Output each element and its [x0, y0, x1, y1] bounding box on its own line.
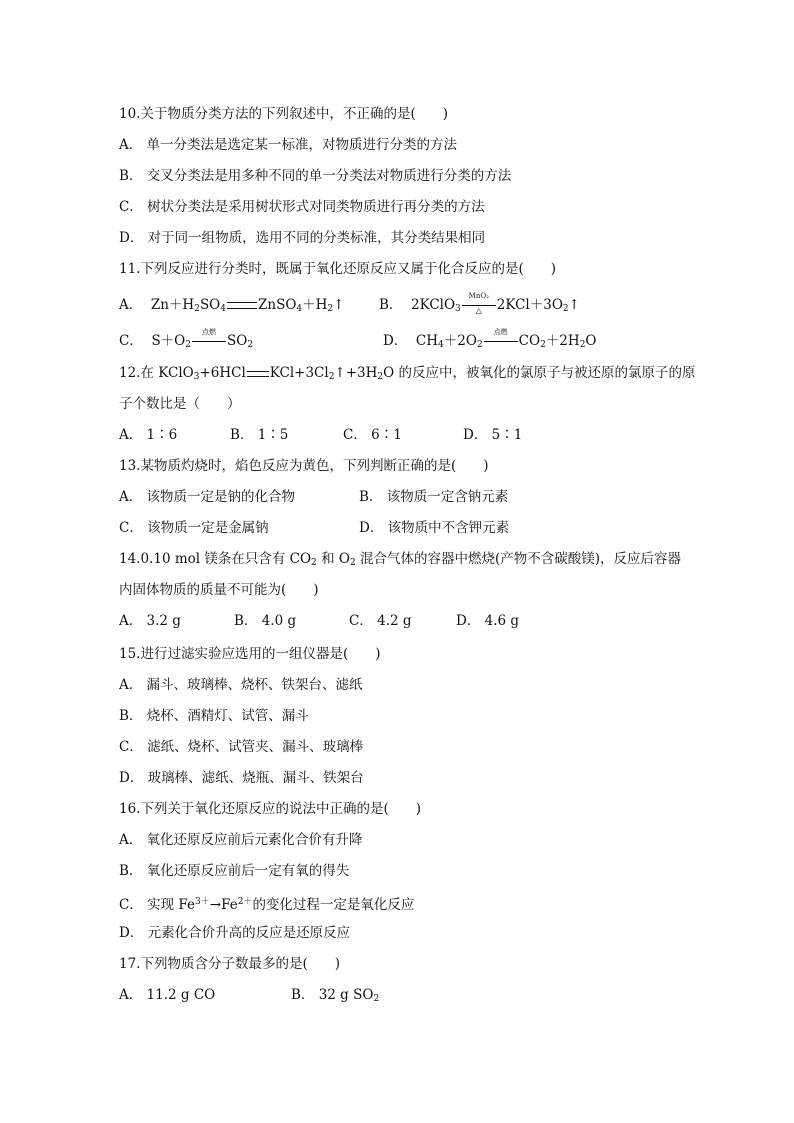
question-11-option-a: A． $Zn+H_2SO_4$ $ZnSO_4+H_2↑$: [119, 297, 345, 314]
question-10-stem: 10.关于物质分类方法的下列叙述中，不正确的是( ): [119, 106, 449, 122]
question-12-stem: 12.在 KClO$_3$+6HCl $KCl+3Cl_2↑+3H_2O$ 的反应中，被氧化的氯原子与被还原的氯原子的原: [119, 365, 696, 382]
question-10-option-d: D． 对于同一组物质，选用不同的分类标准，其分类结果相同: [119, 230, 486, 246]
question-11-stem: 11.下列反应进行分类时，既属于氧化还原反应又属于化合反应的是( ): [119, 261, 557, 277]
question-13-option-c: C． 该物质一定是金属钠: [119, 520, 269, 536]
question-11-option-d: D． $CH_4+2O_2$ 点燃 $CO_2+2H_2O$: [383, 327, 597, 350]
equals-sign: [227, 302, 257, 309]
question-17-stem: 17.下列物质含分子数最多的是( ): [119, 956, 341, 972]
question-13-option-d: D． 该物质中不含钾元素: [359, 520, 510, 536]
reaction-condition: 点燃: [484, 333, 518, 351]
question-16-option-a: A． 氧化还原反应前后元素化合价有升降: [119, 832, 363, 848]
question-15-option-c: C． 滤纸、烧杯、试管夹、漏斗、玻璃棒: [119, 739, 364, 755]
question-15-option-b: B． 烧杯、酒精灯、试管、漏斗: [119, 708, 309, 724]
question-14-option-c: C． 4.2 g: [349, 613, 412, 629]
question-12-stem-cont: 子个数比是（ ）: [119, 396, 241, 412]
question-14-option-b: B． 4.0 g: [234, 613, 297, 629]
question-16-option-c: C． 实现 $Fe^{3+}\to Fe^{2+}$的变化过程一定是氧化反应: [119, 897, 415, 913]
question-16-option-d: D． 元素化合价升高的反应是还原反应: [119, 925, 351, 941]
question-10-option-c: C． 树状分类法是采用树状形式对同类物质进行再分类的方法: [119, 199, 485, 215]
question-13-option-a: A． 该物质一定是钠的化合物: [119, 489, 296, 505]
question-12-option-d: D． 5∶1: [463, 427, 523, 443]
question-10-option-b: B． 交叉分类法是用多种不同的单一分类法对物质进行分类的方法: [119, 168, 512, 184]
question-13-option-b: B． 该物质一定含钠元素: [359, 489, 509, 505]
question-14-option-a: A． 3.2 g: [119, 613, 181, 629]
question-12-option-a: A． 1∶6: [119, 427, 178, 443]
question-12-option-b: B． 1∶5: [230, 427, 289, 443]
question-12-option-c: C． 6∶1: [343, 427, 402, 443]
question-17-option-a: A． 11.2 g CO: [119, 987, 216, 1003]
question-13-stem: 13.某物质灼烧时，焰色反应为黄色，下列判断正确的是( ): [119, 458, 489, 474]
question-16-stem: 16.下列关于氧化还原反应的说法中正确的是( ): [119, 801, 422, 817]
question-15-option-d: D． 玻璃棒、滤纸、烧瓶、漏斗、铁架台: [119, 770, 364, 786]
equals-sign: [247, 371, 269, 377]
question-17-option-b: B． 32 g $SO_2$: [291, 987, 380, 1004]
question-15-option-a: A． 漏斗、玻璃棒、烧杯、铁架台、滤纸: [119, 677, 363, 693]
question-10-option-a: A． 单一分类法是选定某一标准，对物质进行分类的方法: [119, 137, 458, 153]
question-14-stem: 14.0.10 mol 镁条在只含有 $CO_2$ 和 $O_2$ 混合气体的容器中燃烧(产物不含碳酸镁)，反应后容器: [119, 551, 681, 568]
question-14-stem-cont: 内固体物质的质量不可能为( ): [119, 582, 319, 598]
question-11-option-b: B． 2KClO$_3$ MnO₂ △ $2KCl+3O_2↑$: [379, 291, 580, 315]
question-16-option-b: B． 氧化还原反应前后一定有氧的得失: [119, 863, 350, 879]
question-15-stem: 15.进行过滤实验应选用的一组仪器是( ): [119, 646, 381, 662]
reaction-condition: MnO₂ △: [462, 297, 496, 315]
reaction-condition: 点燃: [192, 333, 226, 351]
question-14-option-d: D． 4.6 g: [456, 613, 520, 629]
question-11-option-c: C． $S+O_2$ 点燃 $SO_2$: [119, 327, 254, 350]
